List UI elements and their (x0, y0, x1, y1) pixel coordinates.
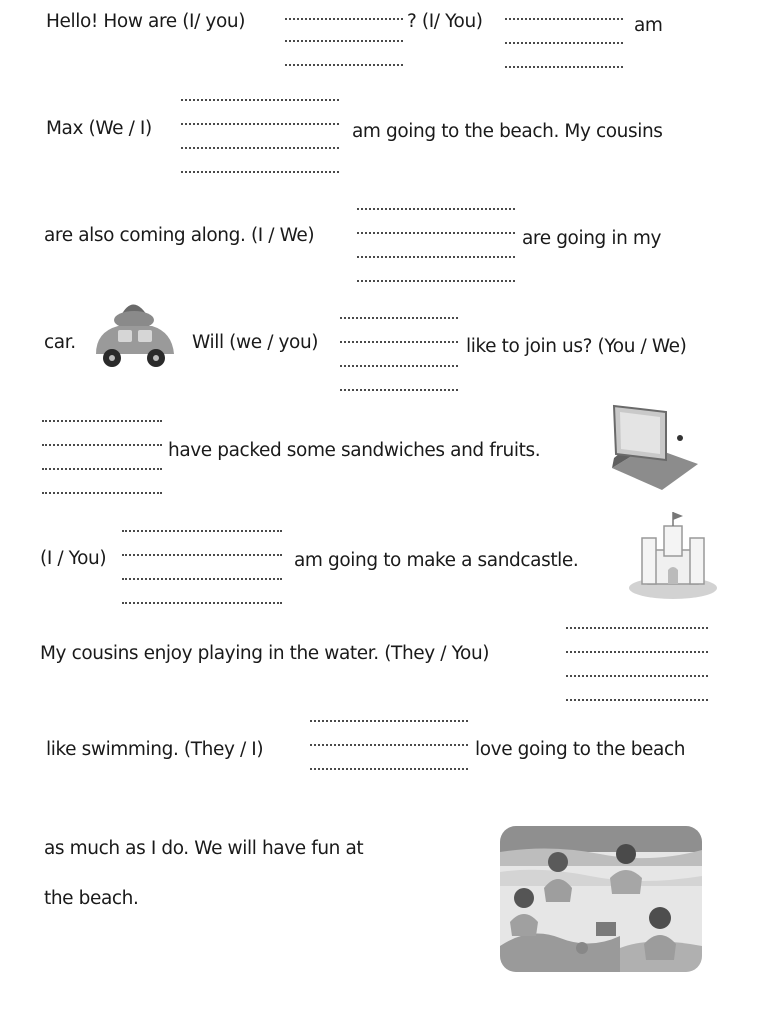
line1-text-b: ? (I/ You) (407, 11, 483, 32)
line7-text-a: My cousins enjoy playing in the water. (They / You) (40, 643, 490, 664)
line6-text-b: am going to make a sandcastle. (294, 550, 579, 571)
line8-text-b: love going to the beach (475, 739, 686, 760)
line9-text-a: as much as I do. We will have fun at (44, 838, 364, 859)
line4-text-a: car. (44, 332, 76, 353)
line1-text-a: Hello! How are (I/ you) (46, 11, 246, 32)
line3-text-a: are also coming along. (I / We) (44, 225, 315, 246)
line5-text-a: have packed some sandwiches and fruits. (168, 440, 541, 461)
line3-text-b: are going in my (522, 228, 662, 249)
sandcastle-icon (626, 508, 720, 602)
line1-text-c: am (634, 15, 663, 36)
car-with-luggage-icon (88, 292, 180, 372)
line6-text-a: (I / You) (40, 548, 107, 569)
line10-text-a: the beach. (44, 888, 139, 909)
line4-text-b: Will (we / you) (192, 332, 319, 353)
line2-text-b: am going to the beach. My cousins (352, 121, 663, 142)
lunch-box-icon (606, 402, 702, 494)
children-at-beach-illustration (500, 826, 702, 972)
line8-text-a: like swimming. (They / I) (46, 739, 264, 760)
line4-text-c: like to join us? (You / We) (466, 336, 687, 357)
line2-text-a: Max (We / I) (46, 118, 152, 139)
